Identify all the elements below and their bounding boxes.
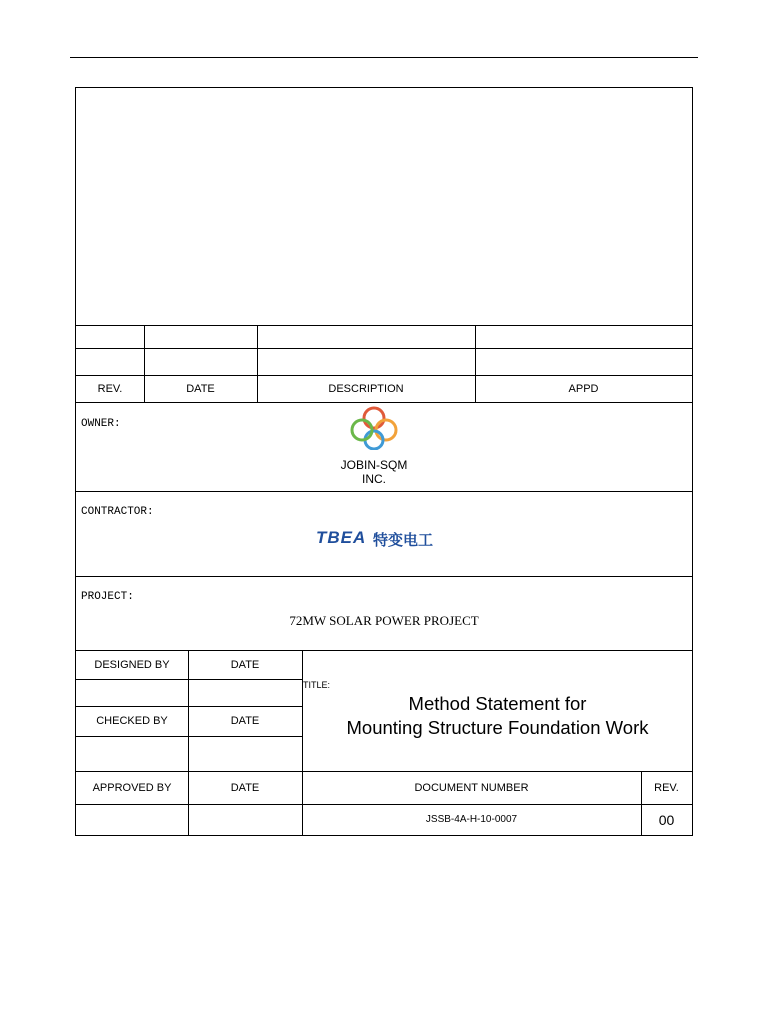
owner-label: OWNER: [81,418,121,430]
approved-by-label: APPROVED BY [92,782,172,794]
appd-header: APPD [568,383,599,395]
divider [76,348,692,349]
divider [76,325,692,326]
document-number-value: JSSB-4A-H-10-0007 [425,814,518,825]
contractor-label: CONTRACTOR: [81,506,154,518]
header-rule [70,57,698,58]
divider [76,736,303,737]
document-number-label: DOCUMENT NUMBER [414,782,529,794]
approved-date-label: DATE [230,782,260,794]
contractor-logo-latin: TBEA [316,528,367,547]
rev-value: 00 [658,812,675,828]
document-title-line2: Mounting Structure Foundation Work [346,717,649,738]
divider [76,491,692,492]
cover-sheet-frame [75,87,693,836]
checked-date-label: DATE [230,715,260,727]
owner-logo-icon [344,406,404,450]
project-name: 72MW SOLAR POWER PROJECT [289,613,479,628]
rev-label: REV. [654,782,679,794]
divider [76,402,692,403]
contractor-logo-chinese: 特变电工 [373,532,434,549]
date-header: DATE [186,383,215,395]
description-header: DESCRIPTION [328,383,404,395]
document-title-line1: Method Statement for [408,693,587,714]
rev-header: REV. [97,383,123,395]
owner-logo-text: JOBIN-SQM [340,458,408,472]
title-label: TITLE: [303,680,331,690]
designed-date-label: DATE [230,659,260,671]
owner-logo-text-2: INC. [362,472,386,486]
divider [76,576,692,577]
project-label: PROJECT: [81,591,134,603]
divider [76,679,303,680]
designed-by-label: DESIGNED BY [94,659,170,671]
checked-by-label: CHECKED BY [96,715,168,727]
